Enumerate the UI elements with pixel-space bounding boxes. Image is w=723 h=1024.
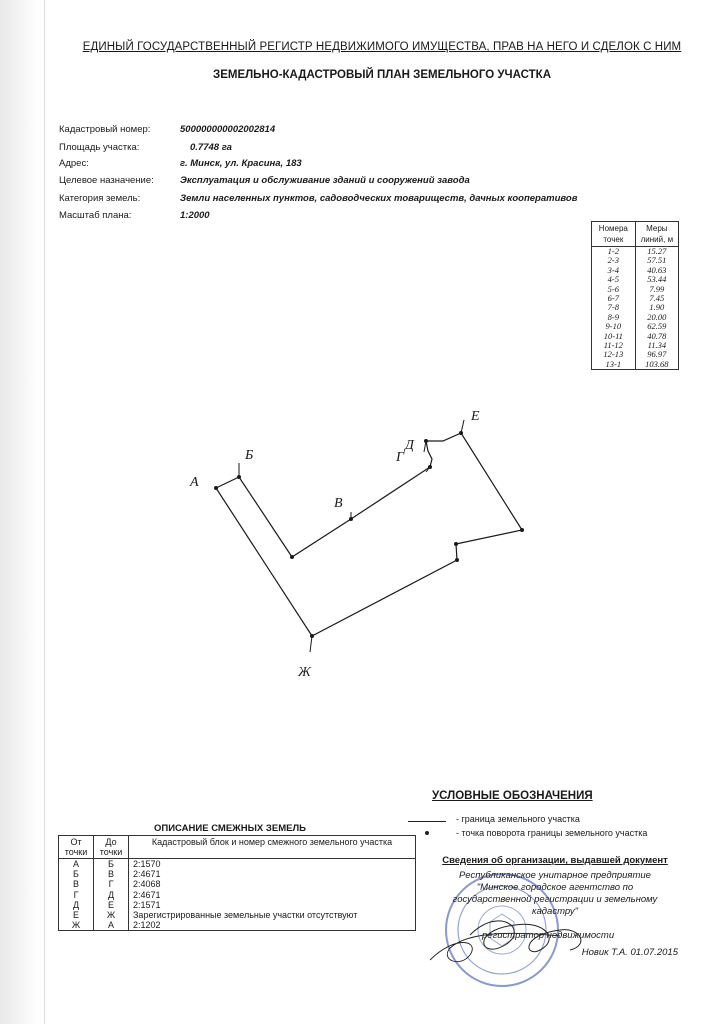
segment-points: 1-2 xyxy=(592,247,636,257)
organization-line: кадастру" xyxy=(532,906,578,917)
legend-title: УСЛОВНЫЕ ОБОЗНАЧЕНИЯ xyxy=(432,790,593,802)
organization-line: государственной регистрации и земельному xyxy=(452,894,658,905)
adjacent-plot: 2:4671 xyxy=(129,869,416,879)
address-value: г. Минск, ул. Красина, 183 xyxy=(180,158,302,169)
segment-length: 7.45 xyxy=(635,294,678,303)
segment-points: 8-9 xyxy=(592,313,636,322)
purpose-value: Эксплуатация и обслуживание зданий и сооружений завода xyxy=(180,175,470,186)
to-point: В xyxy=(94,869,129,879)
segment-points: 5-6 xyxy=(592,285,636,294)
segment-points: 10-11 xyxy=(592,332,636,341)
to-point: Ж xyxy=(94,910,129,920)
segment-length: 40.78 xyxy=(635,332,678,341)
adjacent-plot-header: Кадастровый блок и номер смежного земельного участка xyxy=(129,836,416,859)
segment-length: 103.68 xyxy=(635,360,678,370)
segment-points: 13-1 xyxy=(592,360,636,370)
organization-line: Республиканское унитарное предприятие xyxy=(459,870,651,881)
point-label-d: Д xyxy=(405,438,414,453)
to-point: Г xyxy=(94,879,129,889)
address-label: Адрес: xyxy=(59,158,89,169)
segment-length: 15.27 xyxy=(635,247,678,257)
to-point-header: До точки xyxy=(94,836,129,859)
adjacent-plot: 2:4671 xyxy=(129,890,416,900)
document-header: ЕДИНЫЙ ГОСУДАРСТВЕННЫЙ РЕГИСТР НЕДВИЖИМОГО ИМУЩЕСТВА, ПРАВ НА НЕГО И СДЕЛОК С НИМ xyxy=(82,41,682,53)
segment-points: 12-13 xyxy=(592,350,636,359)
to-point: А xyxy=(94,920,129,931)
from-point: В xyxy=(59,879,94,889)
adjacent-plot: 2:1202 xyxy=(129,920,416,931)
land-category-label: Категория земель: xyxy=(59,193,141,204)
segment-points: 7-8 xyxy=(592,303,636,312)
segment-points: 9-10 xyxy=(592,322,636,331)
segment-points: 6-7 xyxy=(592,294,636,303)
points-header: Номера точек xyxy=(592,222,636,247)
to-point: Б xyxy=(94,859,129,870)
to-point: Е xyxy=(94,900,129,910)
segment-points: 11-12 xyxy=(592,341,636,350)
cadastral-number-value: 500000000002002814 xyxy=(180,124,276,135)
point-label-zh: Ж xyxy=(298,665,311,680)
segment-length: 20.00 xyxy=(635,313,678,322)
legend-boundary-text: - граница земельного участка xyxy=(456,814,580,824)
from-point: А xyxy=(59,859,94,870)
from-point: Д xyxy=(59,900,94,910)
segment-length: 7.99 xyxy=(635,285,678,294)
registrar-position: регистратор недвижимости xyxy=(482,930,615,941)
document-title: ЗЕМЕЛЬНО-КАДАСТРОВЫЙ ПЛАН ЗЕМЕЛЬНОГО УЧАСТКА xyxy=(212,69,551,81)
segment-points: 2-3 xyxy=(592,256,636,265)
from-point: Е xyxy=(59,910,94,920)
scale-value: 1:2000 xyxy=(180,210,210,221)
purpose-label: Целевое назначение: xyxy=(59,175,154,186)
segment-length: 40.63 xyxy=(635,266,678,275)
legend-point-text: - точка поворота границы земельного участка xyxy=(456,828,648,838)
cadastral-number-label: Кадастровый номер: xyxy=(59,124,151,135)
adjacent-plot: 2:4068 xyxy=(129,879,416,889)
registrar-name-date: Новик Т.А. 01.07.2015 xyxy=(581,947,678,958)
area-label: Площадь участка: xyxy=(59,142,140,153)
land-category-value: Земли населенных пунктов, садоводческих товариществ, дачных кооперативов xyxy=(180,193,578,204)
segment-length: 11.34 xyxy=(635,341,678,350)
to-point: Д xyxy=(94,890,129,900)
segment-length: 96.97 xyxy=(635,350,678,359)
segment-length: 57.51 xyxy=(635,256,678,265)
segment-points: 3-4 xyxy=(592,266,636,275)
point-label-g: Г xyxy=(396,450,404,465)
from-point-header: От точки xyxy=(59,836,94,859)
segment-length: 62.59 xyxy=(635,322,678,331)
lengths-header: Меры линий, м xyxy=(635,222,678,247)
from-point: Г xyxy=(59,890,94,900)
segment-length: 1.90 xyxy=(635,303,678,312)
segment-points: 4-5 xyxy=(592,275,636,284)
point-label-b: Б xyxy=(245,448,254,463)
segment-length: 53.44 xyxy=(635,275,678,284)
adjacent-plot: Зарегистрированные земельные участки отсутствуют xyxy=(129,910,416,920)
point-label-e: Е xyxy=(471,409,480,424)
from-point: Ж xyxy=(59,920,94,931)
adjacent-plot: 2:1570 xyxy=(129,859,416,870)
adjacent-plot: 2:1571 xyxy=(129,900,416,910)
scale-label: Масштаб плана: xyxy=(59,210,132,221)
organization-title: Сведения об организации, выдавшей документ xyxy=(442,855,668,866)
adjacent-lands-title: ОПИСАНИЕ СМЕЖНЫХ ЗЕМЕЛЬ xyxy=(154,823,306,834)
organization-line: "Минское городское агентство по xyxy=(476,882,634,893)
point-label-a: А xyxy=(190,475,199,490)
point-label-v: В xyxy=(334,496,343,511)
area-value: 0.7748 га xyxy=(190,142,232,153)
from-point: Б xyxy=(59,869,94,879)
